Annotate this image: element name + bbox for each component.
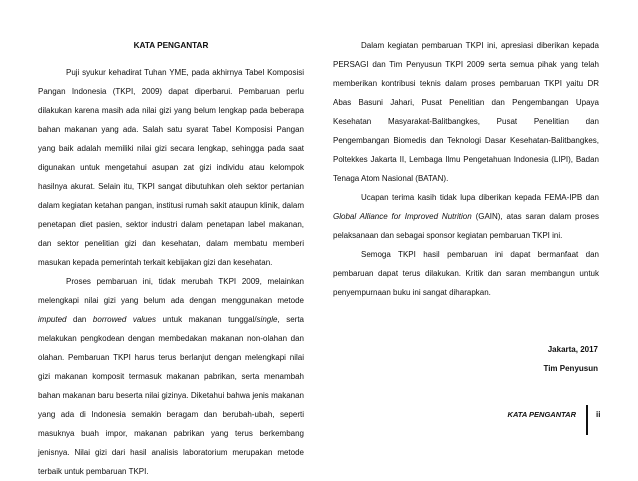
paragraph-appreciation: Dalam kegiatan pembaruan TKPI ini, apresiasi diberikan kepada PERSAGI dan Tim Penyusun TKPI 2009 serta semua pihak yang telah memberikan kontribusi teknis dalam proses pembaruan TKPI yaitu DR Abas Basuni Jahari, Pusat Penelitian dan Pengembangan Upaya Kesehatan Masyarakat-Balitbangkes, Pusat Penelitian dan Pengembangan Biomedis dan Teknologi Dasar Kesehatan-Balitbangkes, Poltekkes Jakarta II, Lembaga Ilmu Pengetahuan Indonesia (LIPI), Badan Tenaga Atom Nasional (BATAN).	[333, 41, 599, 183]
page-title: KATA PENGANTAR	[133, 41, 209, 50]
paragraph-process	[38, 272, 304, 481]
paragraph-process-text-c: untuk makanan tunggal/	[155, 315, 257, 324]
paragraph-thanks-text-a: Ucapan terima kasih tidak lupa diberikan kepada FEMA-IPB dan	[361, 193, 599, 202]
page-footer	[0, 405, 638, 435]
signature-place-date: Jakarta, 2017	[547, 345, 598, 354]
term-single: single	[256, 315, 278, 324]
paragraph-thanks	[333, 188, 599, 245]
signature-spacer	[333, 302, 599, 340]
paragraph-process-text-a: Proses pembaruan ini, tidak merubah TKPI 2009, melainkan melengkapi nilai gizi yang belum ada dengan menggunakan metode	[38, 277, 304, 305]
paragraph-intro: Puji syukur kehadirat Tuhan YME, pada akhirnya Tabel Komposisi Pangan Indonesia (TKPI, 2009) dapat diperbarui. Pembaruan perlu dilakukan karena masih ada nilai gizi yang belum lengkap pada beberapa bahan makanan yang ada. Salah satu syarat Tabel Komposisi Pangan yang baik adalah memiliki nilai gizi secara lengkap, sehingga pada saat digunakan untuk mengetahui asupan zat gizi individu atau kelompok hasilnya akurat. Selain itu, TKPI sangat dibutuhkan oleh sektor pertanian dalam kegiatan ketahan pangan, institusi rumah sakit ataupun klinik, dalam penetapan diet pasien, sektor industri dalam penetapan label makanan, dan sektor penelitian gizi dan kesehatan, dalam membatu memberi masukan kepada pemerintah terkait kebijakan gizi dan kesehatan.	[38, 68, 304, 267]
paragraph-thanks-text-b: (GAIN), atas saran dalam proses pelaksanaan dan sebagai sponsor kegiatan pembaruan TKPI ini.	[333, 212, 599, 240]
term-borrowed-values: borrowed values	[92, 315, 156, 324]
paragraph-process-text-d: , serta melakukan pengkodean dengan membedakan makanan non-olahan dan olahan. Pembaruan TKPI harus terus berlanjut dengan melengkapi nilai gizi makanan komposit termasuk makanan pabrikan, serta menambah bahan makanan baru beserta nilai gizinya. Diketahui bahwa jenis makanan yang ada di Indonesia semakin beragam dan berubah-ubah, seperti masuknya buah impor, makanan pabrikan yang terus berkembang jenisnya. Nilai gizi dari hasil analisis laboratorium merupakan metode terbaik untuk pembaruan TKPI.	[38, 315, 305, 476]
footer-divider	[586, 405, 588, 435]
right-column	[333, 36, 599, 378]
footer-section-label: KATA PENGANTAR	[507, 410, 576, 419]
signature-name: Tim Penyusun	[543, 364, 598, 373]
paragraph-closing: Semoga TKPI hasil pembaruan ini dapat bermanfaat dan pembaruan dapat terus dilakukan. Kritik dan saran membangun untuk penyempurnaan buku ini sangat diharapkan.	[333, 250, 599, 297]
term-gain: Global Alliance for Improved Nutrition	[333, 212, 472, 221]
term-imputed: imputed	[38, 315, 67, 324]
paragraph-process-text-b: dan	[66, 315, 93, 324]
page-number: ii	[596, 410, 601, 419]
